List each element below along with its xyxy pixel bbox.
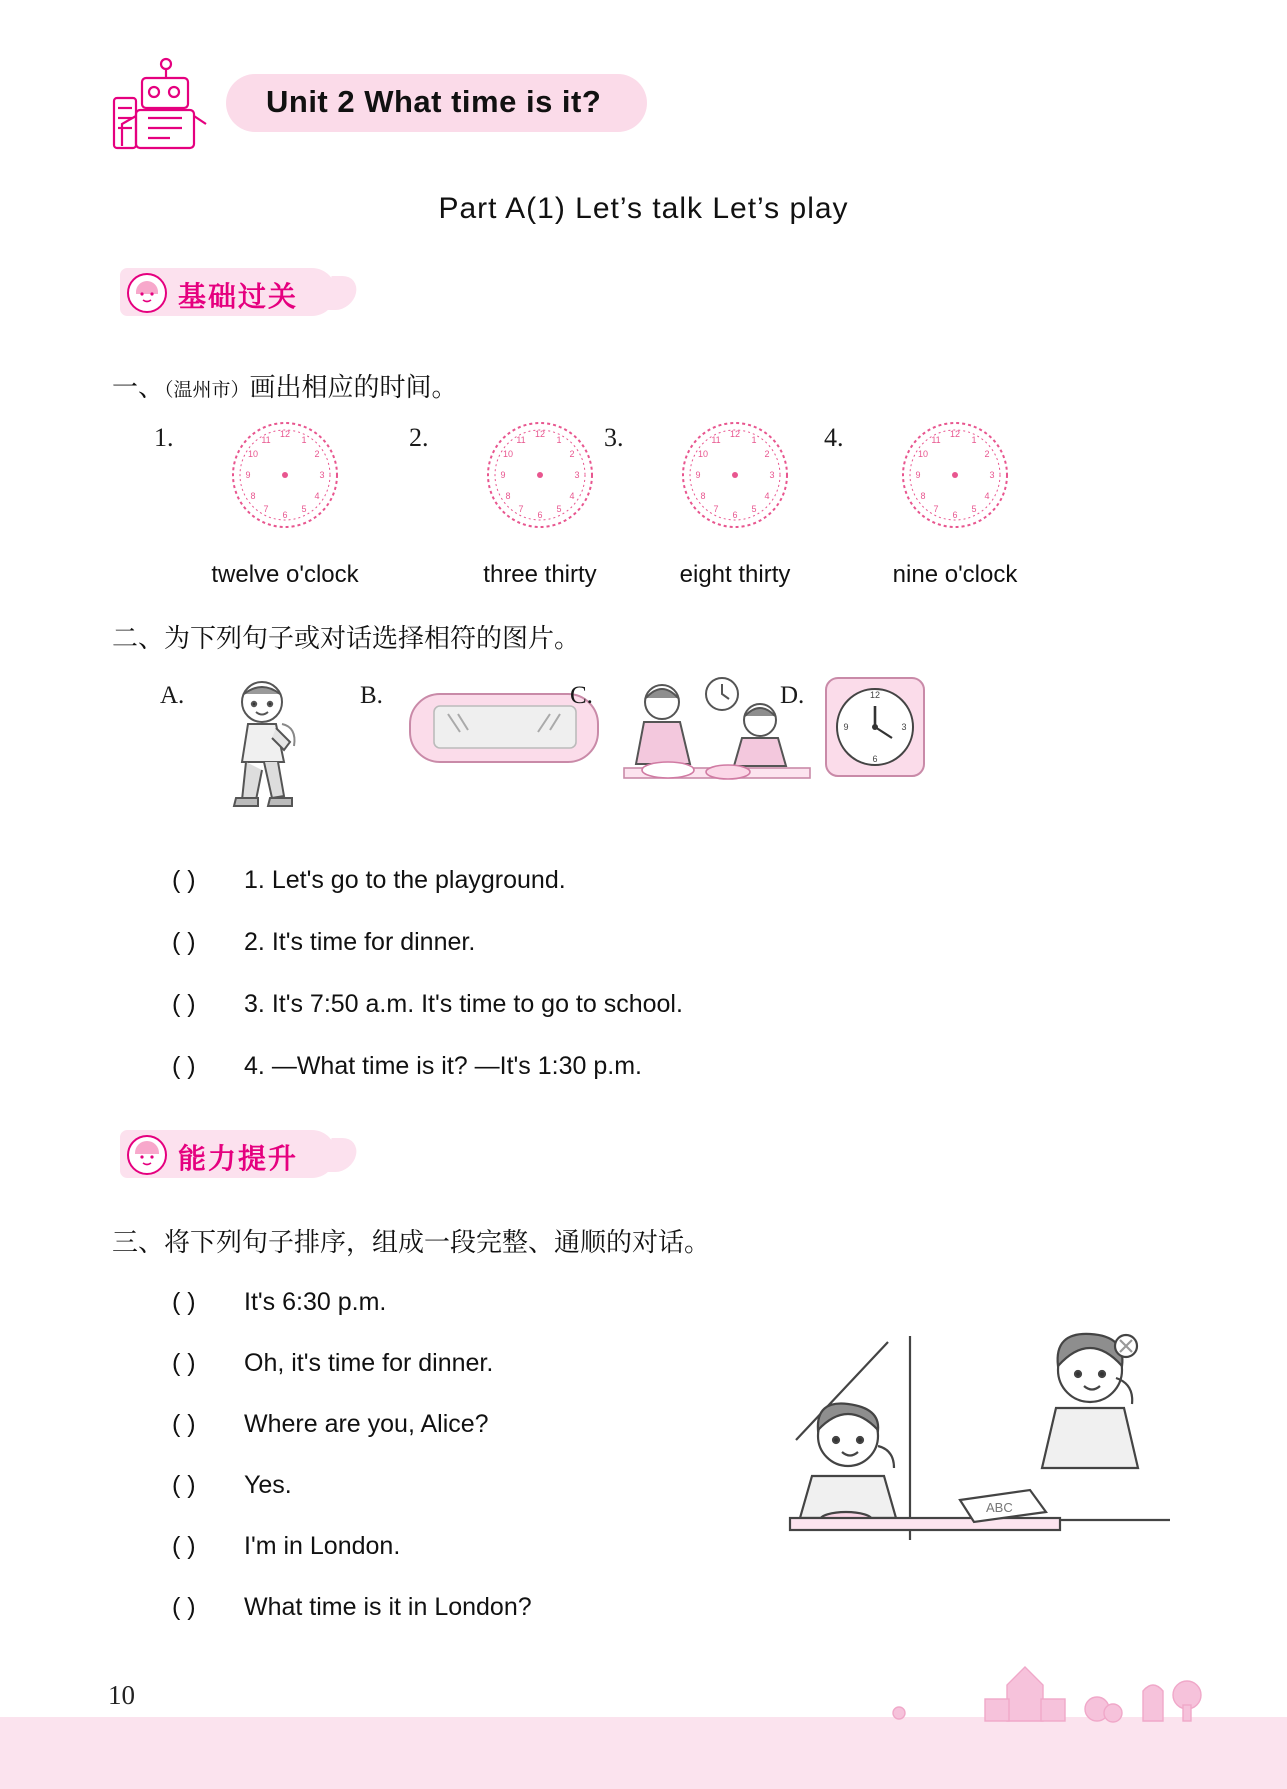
square-clock-picture xyxy=(820,672,930,787)
svg-text:3: 3 xyxy=(574,470,580,480)
exercise1-heading-text: 画出相应的时间。 xyxy=(249,372,458,402)
svg-text:7: 7 xyxy=(263,504,269,514)
exercise1-heading-prefix: 一、 xyxy=(112,372,165,402)
option-letter: B. xyxy=(360,682,383,709)
exercise1-heading xyxy=(112,367,458,404)
clock-row xyxy=(150,415,1180,595)
svg-text:4: 4 xyxy=(764,491,770,501)
exercise3-item-1[interactable] xyxy=(172,1288,386,1317)
svg-text:4: 4 xyxy=(569,491,575,501)
svg-text:2: 2 xyxy=(764,449,770,459)
item-text: It's 6:30 p.m. xyxy=(244,1288,387,1316)
question-text: It's 7:50 a.m. It's time to go to school. xyxy=(271,990,683,1018)
clock-label: twelve o'clock xyxy=(211,561,359,588)
badge-tail xyxy=(324,1138,359,1172)
svg-text:2: 2 xyxy=(984,449,990,459)
girl-avatar-icon xyxy=(126,272,168,314)
svg-text:5: 5 xyxy=(751,504,757,514)
answer-blank[interactable]: ( ) xyxy=(172,1288,196,1316)
svg-text:11: 11 xyxy=(931,435,941,445)
boy-avatar-icon xyxy=(126,1134,168,1176)
section-badge-label: 能力提升 xyxy=(178,1143,299,1174)
clock-face-1[interactable] xyxy=(225,415,345,535)
clock-face-3[interactable] xyxy=(675,415,795,535)
item-text: What time is it in London? xyxy=(244,1593,532,1621)
boy-walking-picture xyxy=(200,672,330,817)
svg-text:6: 6 xyxy=(872,754,878,764)
svg-text:10: 10 xyxy=(917,449,929,459)
svg-text:2: 2 xyxy=(314,449,320,459)
exercise2-question-3[interactable] xyxy=(172,990,683,1019)
svg-text:9: 9 xyxy=(843,722,849,732)
svg-text:12: 12 xyxy=(279,429,291,439)
clock-number: 1. xyxy=(154,423,174,452)
item-text: Yes. xyxy=(244,1471,292,1499)
svg-text:ABC: ABC xyxy=(986,1500,1013,1515)
item-text: Oh, it's time for dinner. xyxy=(244,1349,494,1377)
unit-title: Unit 2 What time is it? xyxy=(226,74,647,132)
svg-text:5: 5 xyxy=(971,504,977,514)
answer-blank[interactable]: ( ) xyxy=(172,1471,196,1499)
page-number: 10 xyxy=(108,1680,135,1710)
answer-blank[interactable]: ( ) xyxy=(172,928,196,956)
exercise2-question-2[interactable] xyxy=(172,928,475,957)
svg-text:1: 1 xyxy=(301,435,307,445)
svg-text:10: 10 xyxy=(502,449,514,459)
svg-text:9: 9 xyxy=(695,470,701,480)
svg-text:1: 1 xyxy=(556,435,562,445)
svg-text:3: 3 xyxy=(319,470,325,480)
clock-label: eight thirty xyxy=(679,561,791,588)
clock-number: 3. xyxy=(604,423,624,452)
exercise3-item-5[interactable] xyxy=(172,1532,400,1561)
svg-text:6: 6 xyxy=(952,510,958,520)
clock-number: 2. xyxy=(409,423,429,452)
svg-text:8: 8 xyxy=(920,491,926,501)
part-title: Part A(1) Let’s talk Let’s play xyxy=(438,192,849,225)
svg-text:6: 6 xyxy=(732,510,738,520)
phone-call-children-picture xyxy=(760,1290,1180,1540)
svg-text:5: 5 xyxy=(301,504,307,514)
svg-text:11: 11 xyxy=(516,435,526,445)
svg-text:7: 7 xyxy=(713,504,719,514)
svg-text:6: 6 xyxy=(537,510,543,520)
castle-town-decoration xyxy=(887,1651,1227,1731)
exercise3-heading: 三、将下列句子排序，组成一段完整、通顺的对话。 xyxy=(112,1227,711,1257)
svg-text:4: 4 xyxy=(984,491,990,501)
question-number: 1. xyxy=(244,866,265,894)
answer-blank[interactable]: ( ) xyxy=(172,1052,196,1080)
answer-blank[interactable]: ( ) xyxy=(172,1532,196,1560)
svg-text:8: 8 xyxy=(250,491,256,501)
clock-face-4[interactable] xyxy=(895,415,1015,535)
exercise3-item-3[interactable] xyxy=(172,1410,489,1439)
clock-number: 4. xyxy=(824,423,844,452)
svg-text:12: 12 xyxy=(729,429,741,439)
unit-header xyxy=(108,54,808,150)
clock-label: nine o'clock xyxy=(892,561,1018,588)
svg-text:3: 3 xyxy=(989,470,995,480)
section-badge-label: 基础过关 xyxy=(178,281,299,312)
svg-text:4: 4 xyxy=(314,491,320,501)
svg-text:10: 10 xyxy=(697,449,709,459)
badge-tail xyxy=(324,276,359,310)
option-letter: A. xyxy=(160,682,185,709)
exercise3-item-4[interactable] xyxy=(172,1471,292,1500)
clock-item-1 xyxy=(154,415,390,588)
svg-text:9: 9 xyxy=(915,470,921,480)
robot-icon xyxy=(108,54,218,154)
exercise2-heading: 二、为下列句子或对话选择相符的图片。 xyxy=(112,623,581,653)
answer-blank[interactable]: ( ) xyxy=(172,990,196,1018)
question-text: Let's go to the playground. xyxy=(271,866,566,894)
svg-text:7: 7 xyxy=(933,504,939,514)
question-number: 4. xyxy=(244,1052,265,1080)
exercise1-heading-source: （温州市） xyxy=(164,380,250,401)
clock-item-4 xyxy=(824,415,1060,588)
section-badge-advanced xyxy=(120,1130,360,1182)
svg-text:12: 12 xyxy=(869,690,881,700)
clock-face-2[interactable] xyxy=(480,415,600,535)
svg-text:2: 2 xyxy=(569,449,575,459)
svg-text:3: 3 xyxy=(769,470,775,480)
svg-text:5: 5 xyxy=(556,504,562,514)
item-text: I'm in London. xyxy=(244,1532,401,1560)
exercise3-item-2[interactable] xyxy=(172,1349,493,1378)
item-text: Where are you, Alice? xyxy=(244,1410,489,1438)
exercise3-item-6[interactable] xyxy=(172,1593,532,1622)
clock-label: three thirty xyxy=(483,561,597,588)
svg-text:9: 9 xyxy=(245,470,251,480)
svg-text:11: 11 xyxy=(711,435,721,445)
svg-text:12: 12 xyxy=(949,429,961,439)
exercise2-question-1[interactable] xyxy=(172,866,566,895)
svg-text:3: 3 xyxy=(901,722,907,732)
svg-text:11: 11 xyxy=(261,435,271,445)
svg-text:10: 10 xyxy=(247,449,259,459)
svg-text:8: 8 xyxy=(505,491,511,501)
question-text: —What time is it? —It's 1:30 p.m. xyxy=(271,1052,642,1080)
svg-text:6: 6 xyxy=(282,510,288,520)
question-number: 2. xyxy=(244,928,265,956)
answer-blank[interactable]: ( ) xyxy=(172,1593,196,1621)
clock-item-3 xyxy=(604,415,840,588)
answer-blank[interactable]: ( ) xyxy=(172,866,196,894)
svg-text:12: 12 xyxy=(534,429,546,439)
option-letter: C. xyxy=(570,682,593,709)
question-text: It's time for dinner. xyxy=(271,928,476,956)
svg-text:8: 8 xyxy=(700,491,706,501)
section-badge-basic xyxy=(120,268,360,320)
picture-options-row xyxy=(160,672,1180,822)
question-number: 3. xyxy=(244,990,265,1018)
svg-text:9: 9 xyxy=(500,470,506,480)
svg-text:1: 1 xyxy=(971,435,977,445)
answer-blank[interactable]: ( ) xyxy=(172,1349,196,1377)
svg-text:1: 1 xyxy=(751,435,757,445)
exercise2-question-4[interactable] xyxy=(172,1052,642,1081)
answer-blank[interactable]: ( ) xyxy=(172,1410,196,1438)
svg-text:7: 7 xyxy=(518,504,524,514)
option-letter: D. xyxy=(780,682,805,709)
